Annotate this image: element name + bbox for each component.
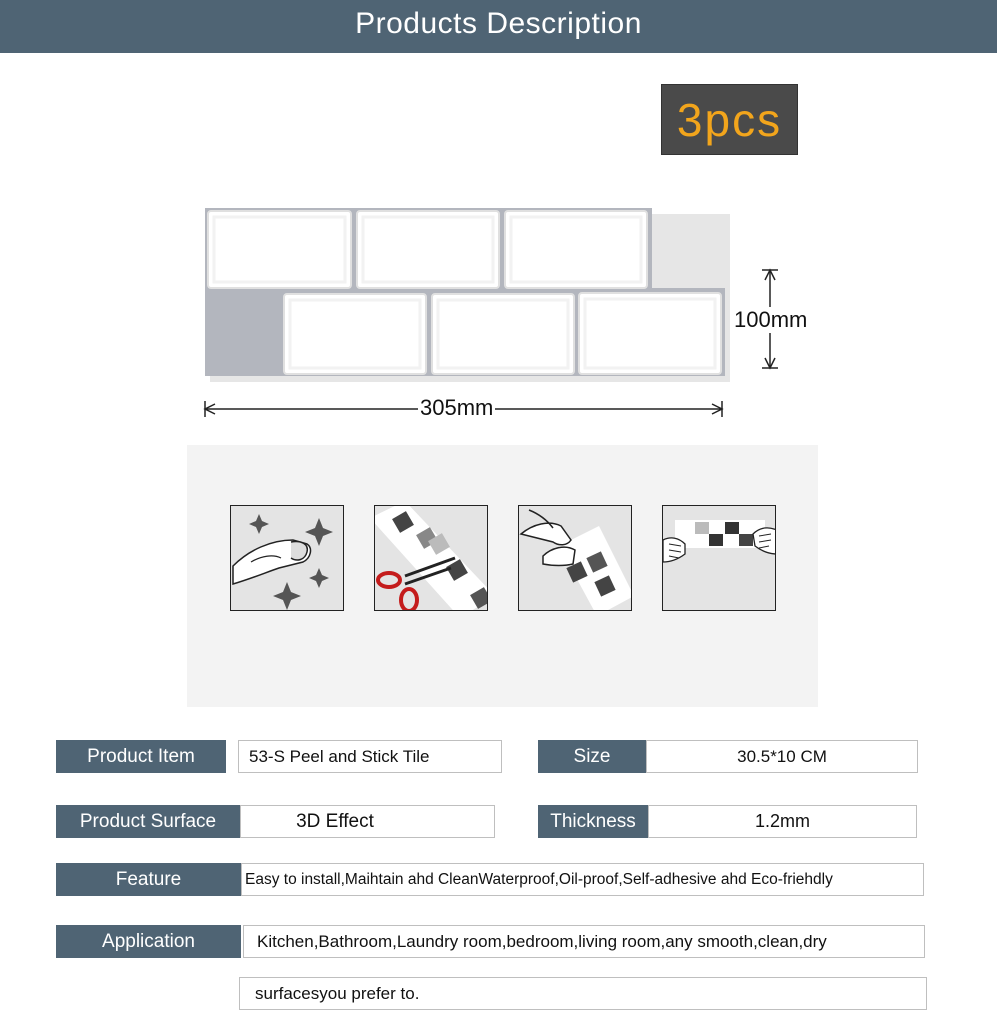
clean-surface-icon <box>230 505 344 611</box>
size-value: 30.5*10 CM <box>646 740 918 773</box>
installation-steps-panel <box>187 445 818 707</box>
product-surface-label: Product Surface <box>56 805 240 838</box>
size-label: Size <box>538 740 646 773</box>
application-label: Application <box>56 925 241 958</box>
header-bar <box>0 0 997 53</box>
feature-value: Easy to install,Maihtain ahd CleanWaterproof,Oil-proof,Self-adhesive ahd Eco-friehdly <box>241 863 924 896</box>
product-item-value: 53-S Peel and Stick Tile <box>238 740 502 773</box>
thickness-label: Thickness <box>538 805 648 838</box>
quantity-badge: 3pcs <box>661 84 798 155</box>
application-value-line2: surfacesyou prefer to. <box>239 977 927 1010</box>
press-on-wall-icon <box>662 505 776 611</box>
width-dimension-label: 305mm <box>420 395 494 420</box>
page-title: Products Description <box>355 7 642 40</box>
product-surface-value <box>240 805 495 838</box>
product-item-label: Product Item <box>56 740 226 773</box>
height-dimension-label: 100mm <box>734 307 808 332</box>
peel-backing-icon <box>518 505 632 611</box>
feature-label: Feature <box>56 863 241 896</box>
thickness-value: 1.2mm <box>648 805 917 838</box>
cut-with-scissors-icon <box>374 505 488 611</box>
tile-illustration <box>150 190 850 440</box>
product-surface-text: 3D Effect <box>296 811 374 832</box>
application-value-line1: Kitchen,Bathroom,Laundry room,bedroom,living room,any smooth,clean,dry <box>243 925 925 958</box>
